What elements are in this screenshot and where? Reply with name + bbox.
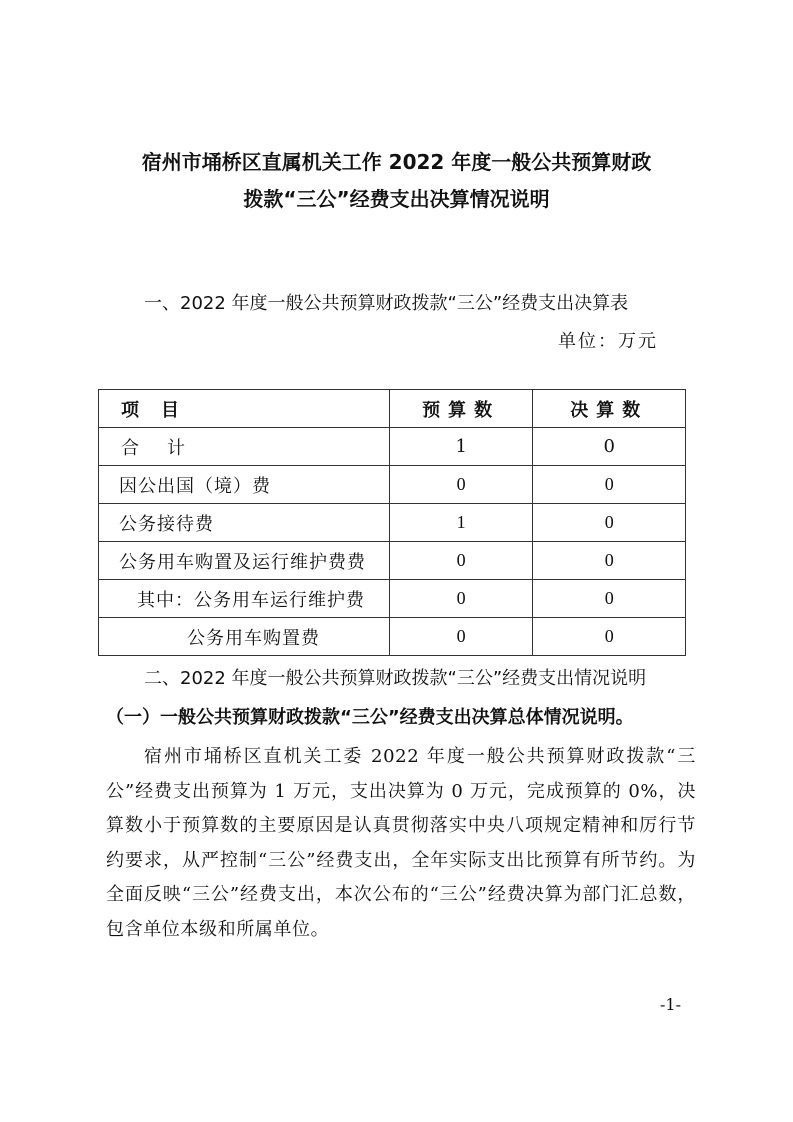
document-title-line-1: 宿州市埇桥区直属机关工作 2022 年度一般公共预算财政	[141, 150, 652, 174]
total-budget: 1	[389, 428, 533, 466]
subheading-1: （一）一般公共预算财政拨款“三公”经费支出决算总体情况说明。	[106, 707, 634, 728]
table-total-row	[99, 428, 686, 466]
total-label: 合计	[99, 428, 390, 466]
row-final: 0	[533, 504, 686, 542]
table-row	[99, 618, 686, 656]
table-row	[99, 580, 686, 618]
three-public-expenses-table	[98, 389, 686, 656]
row-label: 因公出国（境）费	[99, 466, 390, 504]
row-budget: 0	[389, 580, 533, 618]
page-number: -1-	[660, 995, 681, 1014]
table-row	[99, 504, 686, 542]
total-final: 0	[533, 428, 686, 466]
row-label: 公务用车购置及运行维护费费	[99, 542, 390, 580]
header-item: 项目	[99, 390, 390, 428]
table-header-row	[99, 390, 686, 428]
header-final: 决算数	[533, 390, 686, 428]
row-final: 0	[533, 618, 686, 656]
document-title-line-2: 拨款“三公”经费支出决算情况说明	[243, 187, 550, 211]
section-2-heading: 二、2022 年度一般公共预算财政拨款“三公”经费支出情况说明	[144, 668, 647, 689]
header-budget: 预算数	[389, 390, 533, 428]
row-budget: 0	[389, 618, 533, 656]
row-label: 公务接待费	[99, 504, 390, 542]
row-budget: 0	[389, 542, 533, 580]
row-budget: 1	[389, 504, 533, 542]
table-row	[99, 466, 686, 504]
row-final: 0	[533, 466, 686, 504]
row-label: 公务用车购置费	[99, 618, 390, 656]
row-final: 0	[533, 542, 686, 580]
section-1-heading: 一、2022 年度一般公共预算财政拨款“三公”经费支出决算表	[144, 293, 629, 314]
unit-label: 单位：万元	[558, 331, 658, 352]
table-row	[99, 542, 686, 580]
row-budget: 0	[389, 466, 533, 504]
row-label: 其中：公务用车运行维护费	[99, 580, 390, 618]
row-final: 0	[533, 580, 686, 618]
paragraph-1: 宿州市埇桥区直机关工委 2022 年度一般公共预算财政拨款“三公”经费支出预算为 1 万元，支出决算为 0 万元，完成预算的 0%，决算数小于预算数的主要原因是认真贯彻落实中央八项规定精神和厉行节约要求，从严控制“三公”经费支出，全年实际支出比预算有所节约。为全面反映“三公”经费支出，本次公布的“三公”经费决算为部门汇总数，包含单位本级和所属单位。	[106, 746, 696, 940]
